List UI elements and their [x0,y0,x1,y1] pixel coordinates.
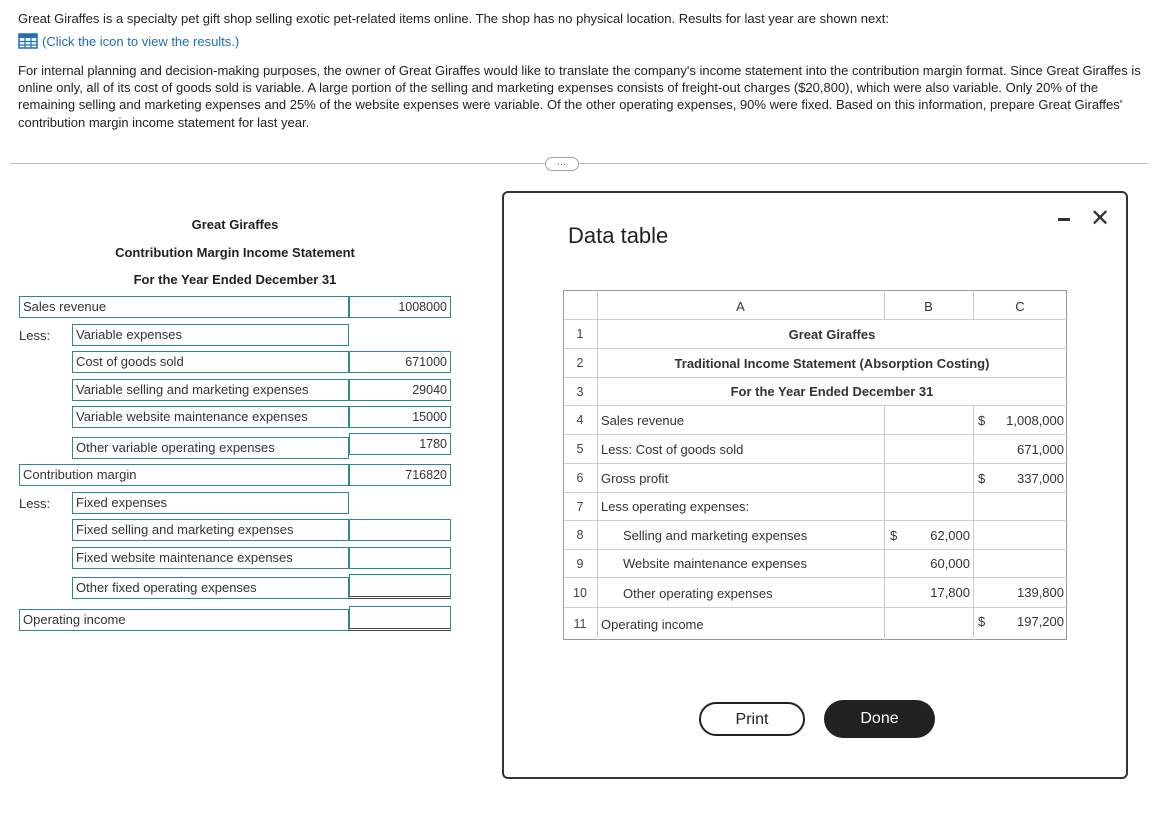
column-header-a: A [736,299,745,314]
var-website-amount-field[interactable]: 15000 [349,406,451,428]
grid-line [563,405,1067,406]
table-oi-value: 197,200 [1017,614,1064,629]
grid-line [563,348,1067,349]
contribution-margin-label-field[interactable]: Contribution margin [19,464,349,486]
table-website-value: 60,000 [930,556,970,571]
table-cogs-value: 671,000 [1017,442,1064,457]
table-gross-label: Gross profit [601,471,669,486]
row-number: 11 [573,617,587,631]
row-number: 9 [576,557,584,571]
variable-expenses-label-field[interactable]: Variable expenses [72,324,349,346]
table-company: Great Giraffes [788,327,876,342]
dollar-sign: $ [978,413,986,428]
fixed-selling-label-field[interactable]: Fixed selling and marketing expenses [72,519,349,541]
other-fixed-amount-field[interactable] [349,574,451,599]
other-fixed-label-field[interactable]: Other fixed operating expenses [72,577,349,599]
var-website-label-field[interactable]: Variable website maintenance expenses [72,406,349,428]
row-number: 1 [576,327,584,341]
sales-revenue-amount-field[interactable]: 1008000 [349,296,451,318]
column-header-b: B [924,299,933,314]
grid-line [563,492,1067,493]
table-selling-value: 62,000 [930,528,970,543]
operating-income-label-field[interactable]: Operating income [19,609,349,631]
var-selling-label-field[interactable]: Variable selling and marketing expenses [72,379,349,401]
dollar-sign: $ [978,471,986,486]
results-link-text[interactable]: (Click the icon to view the results.) [42,33,240,49]
dollar-sign: $ [978,614,986,629]
print-button[interactable]: Print [699,702,805,736]
fixed-website-label-field[interactable]: Fixed website maintenance expenses [72,547,349,569]
done-button[interactable]: Done [824,700,935,738]
row-number: 3 [576,385,584,399]
less-label-2: Less: [19,496,51,511]
fixed-expenses-label-field[interactable]: Fixed expenses [72,492,349,514]
column-header-c: C [1015,299,1025,314]
table-other-value: 17,800 [930,585,970,600]
grid-line [563,377,1067,378]
fixed-selling-amount-field[interactable] [349,519,451,541]
table-oi-label: Operating income [601,617,704,632]
sales-revenue-label-field[interactable]: Sales revenue [19,296,349,318]
operating-income-amount-field[interactable] [349,606,451,631]
row-number: 7 [576,500,584,514]
row-number: 8 [576,528,584,542]
less-label: Less: [19,328,51,343]
table-other-total: 139,800 [1017,585,1064,600]
grid-line [563,319,1067,320]
row-number: 5 [576,442,584,456]
table-gross-value: 337,000 [1017,471,1064,486]
grid-line [563,549,1067,550]
dialog-title: Data table [568,223,669,248]
table-icon[interactable] [18,33,38,49]
fixed-website-amount-field[interactable] [349,547,451,569]
grid-line [884,405,885,640]
dollar-sign: $ [890,528,898,543]
other-var-label-field[interactable]: Other variable operating expenses [72,437,349,459]
grid-line [563,607,1067,608]
expand-button[interactable]: … [545,157,579,171]
table-sales-label: Sales revenue [601,413,685,428]
table-period: For the Year Ended December 31 [730,384,934,399]
row-number: 4 [576,413,584,427]
intro-text: Great Giraffes is a specialty pet gift shop selling exotic pet-related items online. The shop has no physical location. Results for last year are shown next: [18,11,889,26]
grid-line [597,290,598,640]
row-number: 10 [573,586,587,600]
table-statement-title: Traditional Income Statement (Absorption Costing) [674,356,990,371]
problem-text: For internal planning and decision-making purposes, the owner of Great Giraffes would like to translate the company's income statement into the contribution margin format. Since Great Giraffes is online only, all of its cost of goods sold is variable. A large portion of the selling and marketing expenses consists of freight-out charges ($20,800), which were also variable. Only 20% of the remaining selling and marketing expenses and 25% of the website expenses were variable. Of the other operating expenses, 90% were fixed. Based on this information, prepare Great Giraffes' contribution margin income statement for last year. [18,63,1141,130]
row-number: 6 [576,471,584,485]
statement-period: For the Year Ended December 31 [133,272,337,287]
other-var-amount-field[interactable]: 1780 [349,433,451,455]
cogs-label-field[interactable]: Cost of goods sold [72,351,349,373]
table-cogs-label: Less: Cost of goods sold [601,442,744,457]
var-selling-amount-field[interactable]: 29040 [349,379,451,401]
minimize-icon[interactable] [1057,210,1071,228]
table-other-label: Other operating expenses [623,586,773,601]
grid-line [563,520,1067,521]
statement-title: Contribution Margin Income Statement [115,245,355,260]
contribution-margin-amount-field[interactable]: 716820 [349,464,451,486]
close-icon[interactable]: ✕ [1090,205,1111,232]
table-selling-label: Selling and marketing expenses [623,528,808,543]
cogs-amount-field[interactable]: 671000 [349,351,451,373]
table-website-label: Website maintenance expenses [623,556,808,571]
grid-line [563,577,1067,578]
section-divider [10,163,1148,164]
statement-company: Great Giraffes [191,217,279,232]
view-results-link[interactable] [18,33,239,49]
grid-line [973,405,974,640]
grid-line [563,434,1067,435]
row-number: 2 [576,356,584,370]
grid-line [563,463,1067,464]
table-less-opex-label: Less operating expenses: [601,499,750,514]
table-sales-value: 1,008,000 [1006,413,1064,428]
